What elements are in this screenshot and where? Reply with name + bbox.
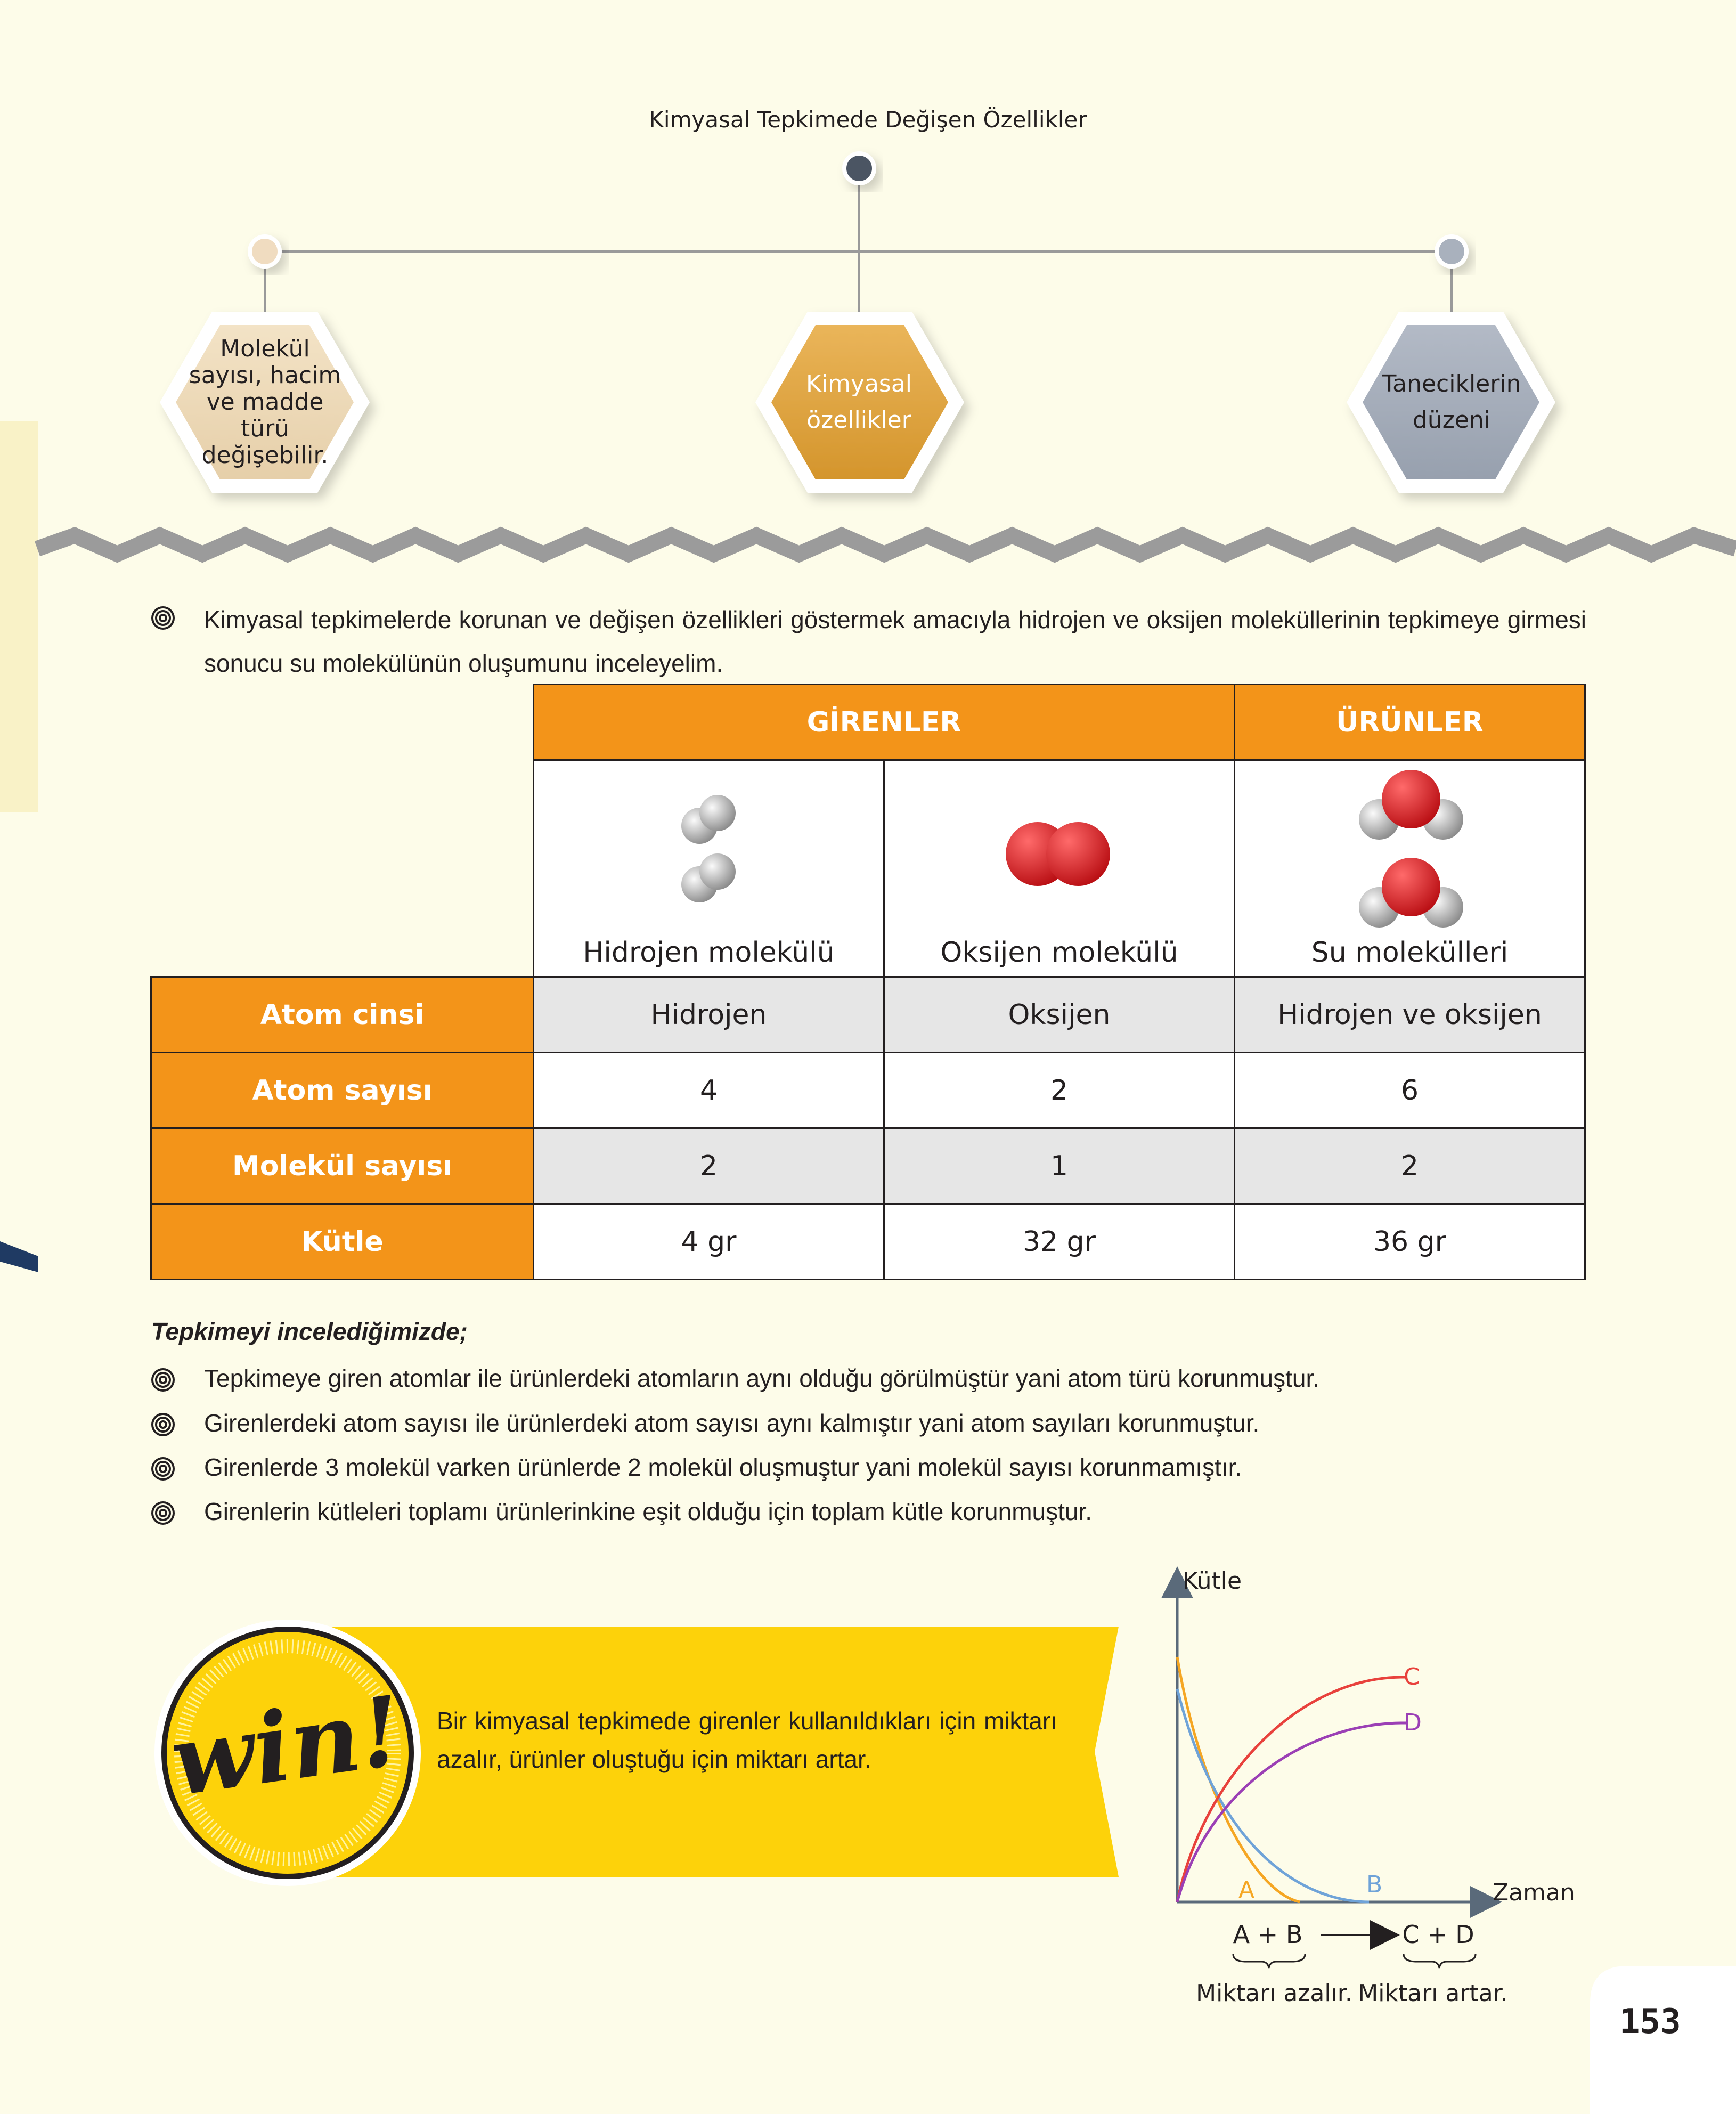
table-cell: 2: [534, 1128, 884, 1204]
table-row: [151, 977, 1585, 1053]
water-molecule-cell: [1235, 760, 1585, 977]
row-label-atom-type: Atom cinsi: [151, 977, 534, 1053]
series-c-line: [1177, 1677, 1406, 1902]
intro-paragraph: Kimyasal tepkimelerde korunan ve değişen özellikleri göstermek amacıyla hidrojen ve oksijen moleküllerinin tepkimeye girmesi sonucu su molekülünün oluşumunu inceleyelim.: [204, 606, 1586, 677]
analysis-bullet: Girenlerin kütleleri toplamı ürünlerinkine eşit olduğu için toplam kütle korunmuştur.: [204, 1498, 1093, 1525]
y-axis-label: Kütle: [1183, 1567, 1242, 1595]
left-edge-stripe: [0, 1241, 43, 1273]
series-b-label: B: [1366, 1871, 1383, 1898]
oxygen-molecule-icon: [1005, 819, 1111, 889]
spiral-bullet-icon: [151, 1501, 175, 1525]
row-label-mass: Kütle: [151, 1204, 534, 1280]
reactants-equation: A + B: [1233, 1920, 1303, 1949]
win-logo-text: win!: [165, 1674, 409, 1818]
reactants-header: GİRENLER: [534, 685, 1235, 760]
table-cell: 4: [534, 1053, 884, 1128]
analysis-bullet: Tepkimeye giren atomlar ile ürünlerdeki atomların aynı olduğu görülmüştür yani atom türü korunmuştur.: [204, 1364, 1320, 1392]
hydrogen-molecule-cell: [534, 760, 884, 977]
concept-diagram: [0, 0, 1736, 597]
win-callout-text: Bir kimyasal tepkimede girenler kullanıldıkları için miktarı azalır, ürünler oluştuğu için miktarı artar.: [437, 1707, 1057, 1773]
page-number: 153: [1619, 2002, 1681, 2042]
hexagon-right-label: Taneciklerin düzeni: [1382, 370, 1521, 434]
reactants-note: Miktarı azalır.: [1196, 1980, 1352, 2007]
zigzag-divider: [37, 535, 1736, 554]
table-row: [151, 1204, 1585, 1280]
series-c-label: C: [1404, 1663, 1420, 1690]
table-cell: 4 gr: [534, 1204, 884, 1280]
spiral-bullet-icon: [151, 606, 175, 630]
water-molecule-icon: [1355, 766, 1467, 937]
table-cell: 6: [1235, 1053, 1585, 1128]
series-a-line: [1177, 1657, 1300, 1902]
table-cell: 36 gr: [1235, 1204, 1585, 1280]
series-a-label: A: [1238, 1876, 1255, 1904]
table-corner: [151, 685, 534, 760]
table-cell: 2: [884, 1053, 1235, 1128]
row-label-atom-count: Atom sayısı: [151, 1053, 534, 1128]
table-row: [151, 1128, 1585, 1204]
table-cell: Hidrojen ve oksijen: [1235, 977, 1585, 1053]
hydrogen-molecule-label: Hidrojen molekülü: [583, 937, 835, 969]
products-brace-icon: [1404, 1954, 1476, 1968]
hexagon-left-label: Molekül sayısı, hacim ve madde türü değişebilir.: [189, 335, 341, 469]
spiral-bullet-icon: [151, 1368, 175, 1392]
hydrogen-molecule-icon: [673, 793, 747, 910]
table-cell: Oksijen: [884, 977, 1235, 1053]
water-molecule-label: Su molekülleri: [1311, 937, 1509, 969]
spiral-bullet-icon: [151, 1457, 175, 1481]
spiral-bullet-icon: [151, 1413, 175, 1436]
table-cell: 32 gr: [884, 1204, 1235, 1280]
diagram-title: Kimyasal Tepkimede Değişen Özellikler: [649, 107, 1087, 133]
analysis-bullet: Girenlerde 3 molekül varken ürünlerde 2 molekül oluşmuştur yani molekül sayısı korunmamıştır.: [204, 1453, 1242, 1481]
x-axis-label: Zaman: [1493, 1879, 1575, 1906]
table-row: [151, 1053, 1585, 1128]
analysis-bullet: Girenlerdeki atom sayısı ile ürünlerdeki atom sayısı aynı kalmıştır yani atom sayıları korunmuştur.: [204, 1409, 1260, 1437]
series-b-line: [1177, 1689, 1369, 1902]
table-cell: 1: [884, 1128, 1235, 1204]
row-label-molecule-count: Molekül sayısı: [151, 1128, 534, 1204]
reactants-brace-icon: [1233, 1954, 1305, 1968]
series-d-label: D: [1404, 1709, 1422, 1736]
win-logo-icon: [152, 1617, 423, 1889]
oxygen-molecule-cell: [884, 760, 1235, 977]
products-equation: C + D: [1402, 1920, 1474, 1949]
products-note: Miktarı artar.: [1358, 1980, 1508, 2007]
products-header: ÜRÜNLER: [1235, 685, 1585, 760]
hexagon-center-label: Kimyasal özellikler: [805, 370, 912, 434]
mass-time-chart: [1140, 1561, 1587, 2019]
table-cell: 2: [1235, 1128, 1585, 1204]
analysis-title: Tepkimeyi incelediğimizde;: [151, 1318, 468, 1345]
table-cell: Hidrojen: [534, 977, 884, 1053]
oxygen-molecule-label: Oksijen molekülü: [940, 937, 1178, 969]
reaction-table: [150, 684, 1586, 1280]
